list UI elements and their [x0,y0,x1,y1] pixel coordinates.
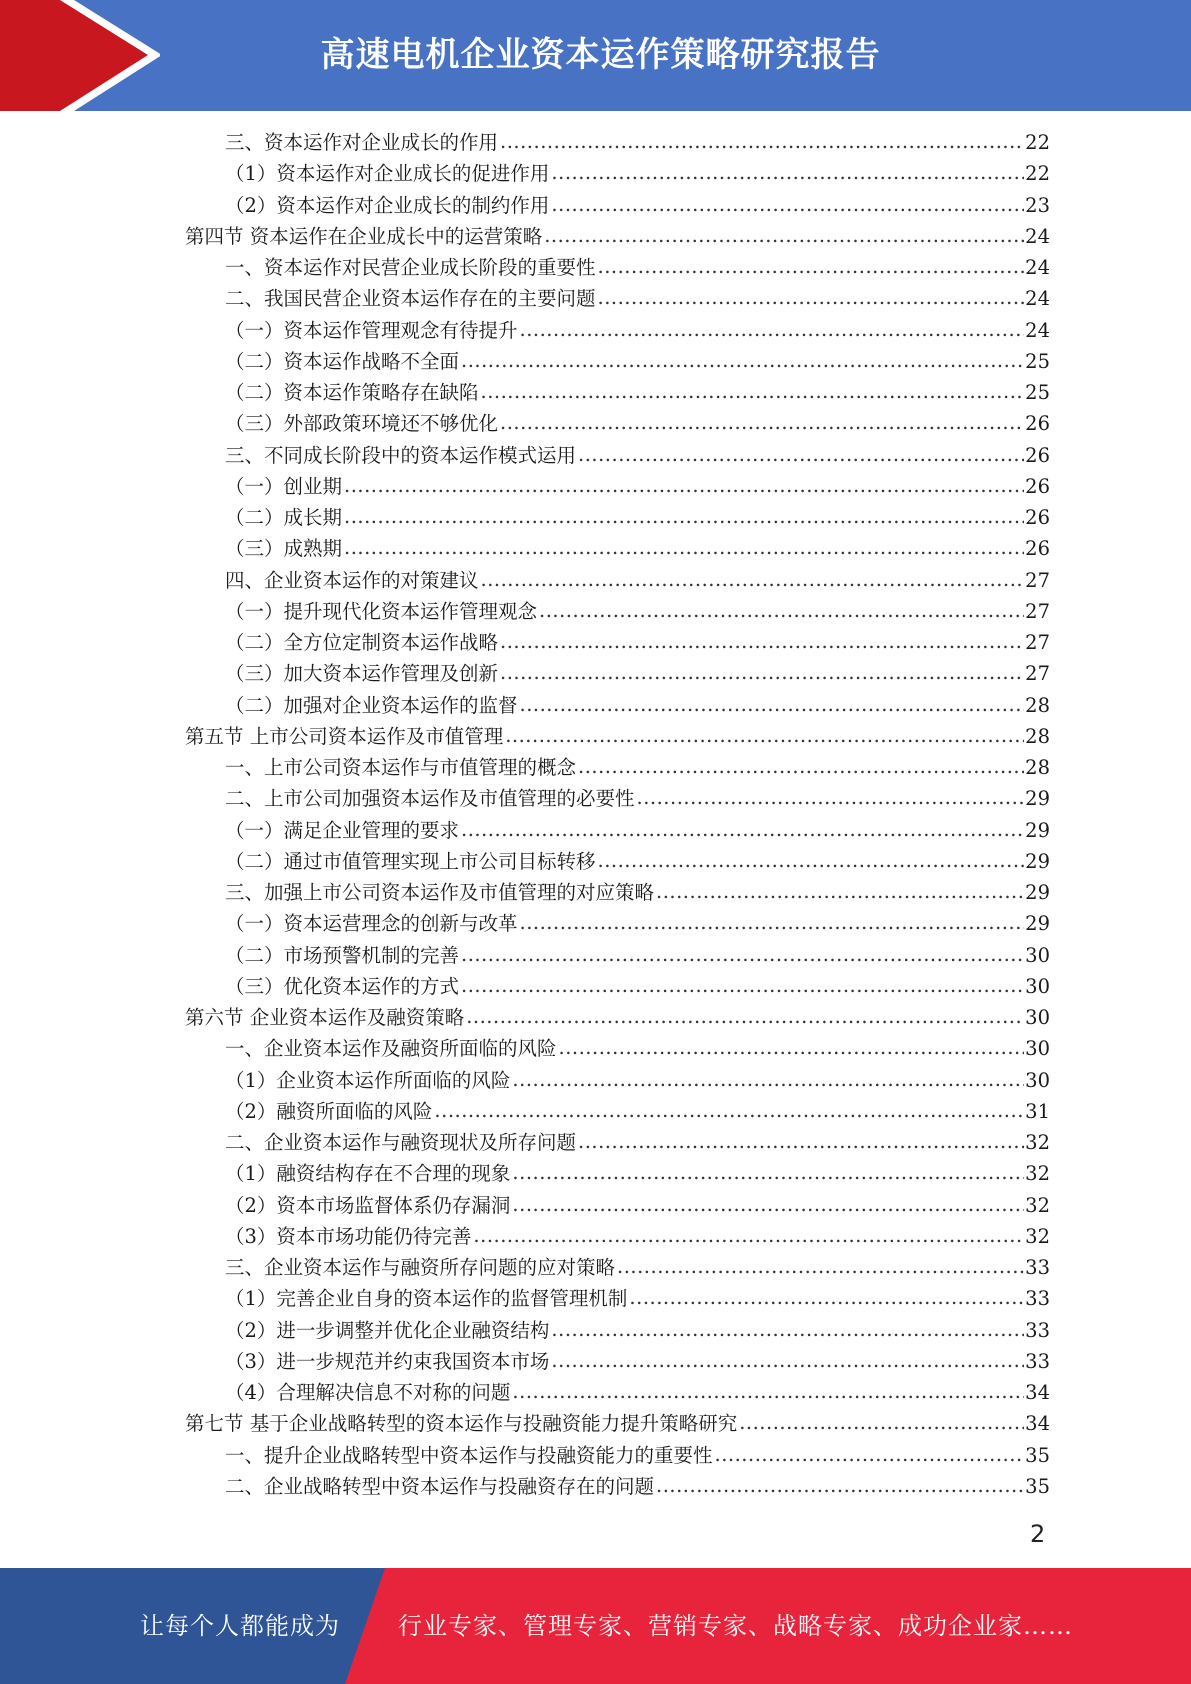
toc-entry[interactable] [225,1440,1050,1471]
toc-dot-leader [512,1068,1024,1091]
footer-slogan-right: 行业专家、管理专家、营销专家、战略专家、成功企业家…… [398,1612,1073,1640]
toc-entry[interactable] [225,877,1050,908]
toc-entry-page: 30 [1025,943,1050,967]
toc-entry[interactable] [225,908,1050,939]
toc-entry-page: 31 [1025,1099,1050,1123]
toc-entry[interactable] [225,1096,1050,1127]
toc-entry-title: （2）进一步调整并优化企业融资结构 [225,1318,550,1342]
toc-entry-title: （三）优化资本运作的方式 [225,974,460,998]
toc-entry[interactable] [225,1033,1050,1064]
toc-entry-page: 24 [1025,287,1050,311]
toc-entry-title: 三、加强上市公司资本运作及市值管理的对应策略 [225,881,655,904]
toc-entry-page: 32 [1025,1131,1050,1154]
toc-entry-title: 一、上市公司资本运作与市值管理的概念 [225,756,577,779]
toc-entry-title: （二）成长期 [225,506,343,529]
toc-entry-page: 33 [1025,1349,1050,1373]
toc-entry-title: 三、资本运作对企业成长的作用 [225,131,499,154]
toc-entry-page: 34 [1025,1381,1050,1404]
toc-entry-page: 34 [1025,1412,1050,1436]
toc-dot-leader [512,1380,1024,1403]
toc-entry-title: 二、企业资本运作与融资现状及所存问题 [225,1131,577,1154]
toc-entry-title: （二）通过市值管理实现上市公司目标转移 [225,849,596,873]
toc-entry-page: 35 [1025,1474,1050,1498]
toc-dot-leader [551,161,1024,184]
toc-entry-title: 二、企业战略转型中资本运作与投融资存在的问题 [225,1474,655,1498]
toc-dot-leader [512,1161,1024,1184]
toc-entry[interactable] [225,283,1050,314]
toc-entry[interactable] [225,377,1050,408]
toc-dot-leader [512,1193,1024,1216]
toc-dot-leader [739,1411,1024,1434]
toc-dot-leader [656,880,1024,903]
toc-entry-title: 三、不同成长阶段中的资本运作模式运用 [225,443,577,467]
toc-entry[interactable] [185,1002,1050,1033]
toc-entry-page: 28 [1025,756,1050,779]
toc-entry-title: （三）加大资本运作管理及创新 [225,662,499,686]
toc-entry-page: 28 [1025,693,1050,717]
toc-entry-title: （4）合理解决信息不对称的问题 [225,1381,511,1404]
page-number: 2 [1030,1520,1046,1548]
toc-entry-page: 33 [1025,1256,1050,1279]
toc-entry[interactable] [185,1408,1050,1439]
toc-entry[interactable] [225,440,1050,471]
toc-dot-leader [481,380,1025,403]
toc-dot-leader [344,505,1024,528]
toc-dot-leader [598,849,1025,872]
toc-entry[interactable] [225,690,1050,721]
toc-entry-title: （一）提升现代化资本运作管理观念 [225,599,538,623]
toc-entry[interactable] [225,252,1050,283]
toc-entry-page: 27 [1025,631,1050,654]
toc-dot-leader [500,630,1024,653]
toc-entry-page: 26 [1025,412,1050,436]
toc-dot-leader [637,786,1025,809]
toc-entry-page: 32 [1025,1224,1050,1248]
toc-entry-page: 29 [1025,787,1050,811]
toc-entry-page: 35 [1025,1443,1050,1467]
toc-entry-page: 27 [1025,599,1050,623]
toc-entry-page: 26 [1025,443,1050,467]
toc-entry[interactable] [225,1190,1050,1221]
toc-entry[interactable] [225,596,1050,627]
toc-entry[interactable] [185,221,1050,252]
toc-entry-page: 29 [1025,881,1050,904]
toc-dot-leader [715,1443,1025,1466]
toc-entry-title: （二）资本运作战略不全面 [225,349,460,373]
toc-entry-title: （1）企业资本运作所面临的风险 [225,1068,511,1092]
toc-dot-leader [578,755,1024,778]
toc-dot-leader [539,599,1024,622]
toc-entry[interactable] [225,1065,1050,1096]
toc-entry-page: 29 [1025,912,1050,936]
toc-entry[interactable] [225,315,1050,346]
toc-entry-page: 28 [1025,724,1050,748]
toc-entry[interactable] [225,1377,1050,1408]
toc-dot-leader [551,193,1024,216]
toc-entry-page: 30 [1025,1068,1050,1092]
toc-entry[interactable] [185,721,1050,752]
toc-entry-title: 四、企业资本运作的对策建议 [225,568,479,592]
toc-entry[interactable] [225,1221,1050,1252]
toc-dot-leader [461,818,1024,841]
toc-entry-page: 26 [1025,506,1050,529]
toc-entry-title: （一）资本运作管理观念有待提升 [225,318,518,342]
toc-entry-title: 一、资本运作对民营企业成长阶段的重要性 [225,256,596,279]
toc-dot-leader [520,693,1025,716]
toc-entry[interactable] [225,846,1050,877]
page-footer [0,1568,1191,1684]
toc-dot-leader [473,1224,1024,1247]
toc-entry-title: （1）资本运作对企业成长的促进作用 [225,162,550,186]
toc-dot-leader [344,536,1024,559]
toc-entry-title: （二）全方位定制资本运作战略 [225,631,499,654]
toc-entry[interactable] [225,815,1050,846]
toc-entry[interactable] [225,1471,1050,1502]
toc-dot-leader [481,568,1025,591]
toc-entry[interactable] [225,471,1050,502]
toc-entry-title: （一）资本运营理念的创新与改革 [225,912,518,936]
toc-dot-leader [500,411,1024,434]
toc-entry[interactable] [225,627,1050,658]
toc-entry-title: （二）市场预警机制的完善 [225,943,460,967]
toc-entry-page: 22 [1025,162,1050,186]
toc-dot-leader [500,661,1024,684]
toc-dot-leader [656,1474,1024,1497]
toc-entry-page: 30 [1025,1006,1050,1029]
toc-entry[interactable] [225,190,1050,221]
toc-dot-leader [551,1318,1024,1341]
toc-dot-leader [461,349,1024,372]
toc-dot-leader [544,224,1024,247]
toc-dot-leader [578,443,1024,466]
toc-dot-leader [598,286,1025,309]
toc-dot-leader [617,1255,1024,1278]
toc-entry[interactable] [225,158,1050,189]
toc-entry-page: 33 [1025,1318,1050,1342]
toc-entry[interactable] [225,1315,1050,1346]
toc-entry[interactable] [225,1158,1050,1189]
report-title: 高速电机企业资本运作策略研究报告 [320,35,881,75]
toc-entry-page: 32 [1025,1162,1050,1186]
toc-dot-leader [434,1099,1024,1122]
toc-entry-title: （二）资本运作策略存在缺陷 [225,381,479,404]
toc-entry-title: 三、企业资本运作与融资所存问题的应对策略 [225,1256,616,1279]
toc-entry-page: 22 [1025,131,1050,154]
toc-entry[interactable] [225,971,1050,1002]
toc-dot-leader [559,1036,1025,1059]
toc-dot-leader [598,255,1025,278]
toc-dot-leader [551,1349,1024,1372]
page-header [0,0,1191,111]
toc-entry-page: 27 [1025,568,1050,592]
toc-entry-title: （三）外部政策环境还不够优化 [225,412,499,436]
toc-entry-title: （二）加强对企业资本运作的监督 [225,693,518,717]
toc-entry-title: 一、提升企业战略转型中资本运作与投融资能力的重要性 [225,1443,713,1467]
toc-entry[interactable] [225,1346,1050,1377]
toc-dot-leader [344,474,1024,497]
toc-entry-page: 24 [1025,318,1050,342]
toc-entry-page: 26 [1025,537,1050,561]
toc-entry-title: （1）融资结构存在不合理的现象 [225,1162,511,1186]
toc-entry-page: 25 [1025,349,1050,373]
toc-entry-title: （3）进一步规范并约束我国资本市场 [225,1349,550,1373]
toc-dot-leader [505,724,1024,747]
toc-entry-title: （1）完善企业自身的资本运作的监督管理机制 [225,1287,628,1311]
toc-dot-leader [629,1286,1024,1309]
toc-entry-page: 24 [1025,256,1050,279]
toc-entry[interactable] [225,1283,1050,1314]
toc-entry[interactable] [225,533,1050,564]
toc-entry-page: 23 [1025,193,1050,217]
toc-dot-leader [461,974,1024,997]
toc-entry-title: （一）满足企业管理的要求 [225,818,460,842]
toc-entry-page: 29 [1025,849,1050,873]
toc-entry[interactable] [225,752,1050,783]
toc-entry-page: 32 [1025,1193,1050,1217]
toc-entry[interactable] [225,1127,1050,1158]
toc-entry-title: （2）资本市场监督体系仍存漏洞 [225,1193,511,1217]
toc-entry[interactable] [225,502,1050,533]
toc-entry-title: （一）创业期 [225,474,343,498]
toc-entry-page: 24 [1025,224,1050,248]
toc-entry-page: 26 [1025,474,1050,498]
toc-entry-page: 33 [1025,1287,1050,1311]
toc-entry[interactable] [225,783,1050,814]
toc-entry-page: 27 [1025,662,1050,686]
toc-entry-page: 30 [1025,974,1050,998]
toc-entry[interactable] [225,346,1050,377]
toc-entry-title: 二、上市公司加强资本运作及市值管理的必要性 [225,787,635,811]
toc-entry[interactable] [225,1252,1050,1283]
toc-entry-title: 一、企业资本运作及融资所面临的风险 [225,1037,557,1061]
toc-entry-title: （2）资本运作对企业成长的制约作用 [225,193,550,217]
toc-entry[interactable] [225,408,1050,439]
toc-entry[interactable] [225,127,1050,158]
toc-dot-leader [500,130,1024,153]
toc-entry-title: （三）成熟期 [225,537,343,561]
toc-dot-leader [520,318,1025,341]
toc-entry[interactable] [225,940,1050,971]
toc-entry-title: （3）资本市场功能仍待完善 [225,1224,472,1248]
toc-entry-title: 第六节 企业资本运作及融资策略 [185,1006,465,1029]
toc-entry-page: 25 [1025,381,1050,404]
toc-entry-page: 29 [1025,818,1050,842]
toc-entry-title: 第四节 资本运作在企业成长中的运营策略 [185,224,543,248]
toc-entry-page: 30 [1025,1037,1050,1061]
toc-dot-leader [578,1130,1024,1153]
toc-dot-leader [461,943,1024,966]
toc-dot-leader [466,1005,1024,1028]
footer-slogan-left: 让每个人都能成为 [140,1612,340,1640]
toc-dot-leader [520,911,1025,934]
toc-entry-title: 第五节 上市公司资本运作及市值管理 [185,724,504,748]
toc-entry[interactable] [225,658,1050,689]
toc-entry-title: 第七节 基于企业战略转型的资本运作与投融资能力提升策略研究 [185,1412,738,1436]
toc-entry[interactable] [225,565,1050,596]
toc-entry-title: （2）融资所面临的风险 [225,1099,433,1123]
toc-entry-title: 二、我国民营企业资本运作存在的主要问题 [225,287,596,311]
